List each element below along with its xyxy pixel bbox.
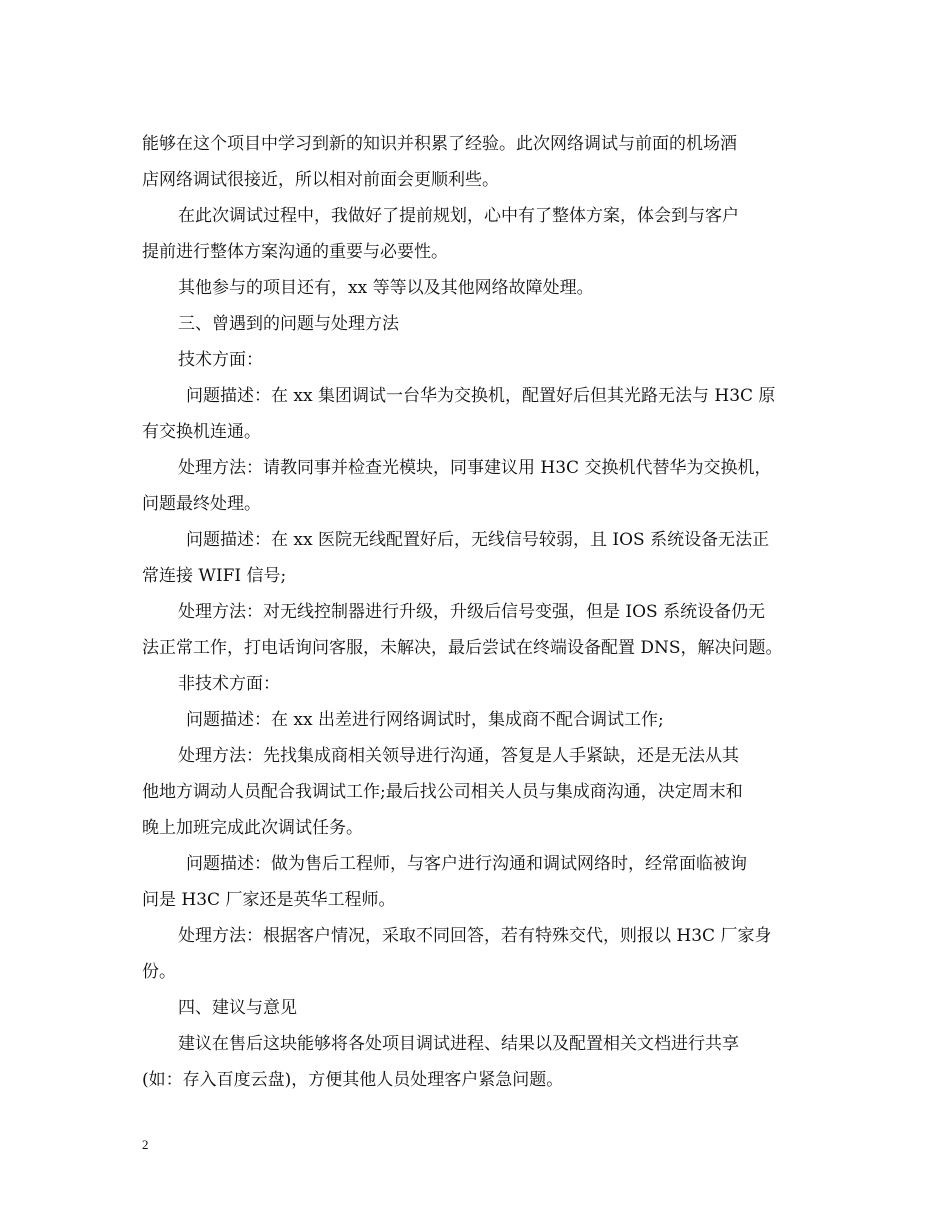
text-line: 能够在这个项目中学习到新的知识并积累了经验。此次网络调试与前面的机场酒: [142, 134, 737, 154]
text-line: 问题最终处理。: [142, 494, 261, 514]
text-line: (如：存入百度云盘)，方便其他人员处理客户紧急问题。: [142, 1070, 564, 1090]
section-heading: 三、曾遇到的问题与处理方法: [178, 314, 399, 334]
text-line: 晚上加班完成此次调试任务。: [142, 818, 363, 838]
subheading: 非技术方面：: [178, 674, 280, 694]
text-line: 他地方调动人员配合我调试工作;最后找公司相关人员与集成商沟通，决定周末和: [142, 782, 743, 802]
text-line: 份。: [142, 962, 176, 982]
text-line: 处理方法：请教同事并检查光模块，同事建议用 H3C 交换机代替华为交换机，: [178, 458, 772, 478]
text-line: 处理方法：根据客户情况，采取不同回答，若有特殊交代，则报以 H3C 厂家身: [178, 926, 772, 946]
text-line: 有交换机连通。: [142, 422, 261, 442]
text-line: 其他参与的项目还有，xx 等等以及其他网络故障处理。: [178, 278, 594, 298]
text-line: 问是 H3C 厂家还是英华工程师。: [142, 890, 396, 910]
page-number: 2: [142, 1137, 149, 1152]
subheading: 技术方面：: [178, 350, 263, 370]
text-line: 问题描述：在 xx 出差进行网络调试时，集成商不配合调试工作;: [186, 710, 664, 730]
text-line: 问题描述：在 xx 集团调试一台华为交换机，配置好后但其光路无法与 H3C 原: [186, 386, 776, 406]
text-line: 问题描述：在 xx 医院无线配置好后，无线信号较弱，且 IOS 系统设备无法正: [186, 530, 770, 550]
text-line: 问题描述：做为售后工程师，与客户进行沟通和调试网络时，经常面临被询: [186, 854, 747, 874]
text-line: 法正常工作，打电话询问客服，未解决，最后尝试在终端设备配置 DNS，解决问题。: [142, 638, 783, 658]
text-line: 店网络调试很接近，所以相对前面会更顺利些。: [142, 170, 499, 190]
text-line: 处理方法：对无线控制器进行升级，升级后信号变强，但是 IOS 系统设备仍无: [178, 602, 766, 622]
text-line: 建议在售后这块能够将各处项目调试进程、结果以及配置相关文档进行共享: [178, 1034, 739, 1054]
text-line: 提前进行整体方案沟通的重要与必要性。: [142, 242, 448, 262]
text-line: 常连接 WIFI 信号;: [142, 566, 287, 586]
section-heading: 四、建议与意见: [178, 998, 297, 1018]
text-line: 在此次调试过程中，我做好了提前规划，心中有了整体方案，体会到与客户: [178, 206, 739, 226]
text-line: 处理方法：先找集成商相关领导进行沟通，答复是人手紧缺，还是无法从其: [178, 746, 739, 766]
